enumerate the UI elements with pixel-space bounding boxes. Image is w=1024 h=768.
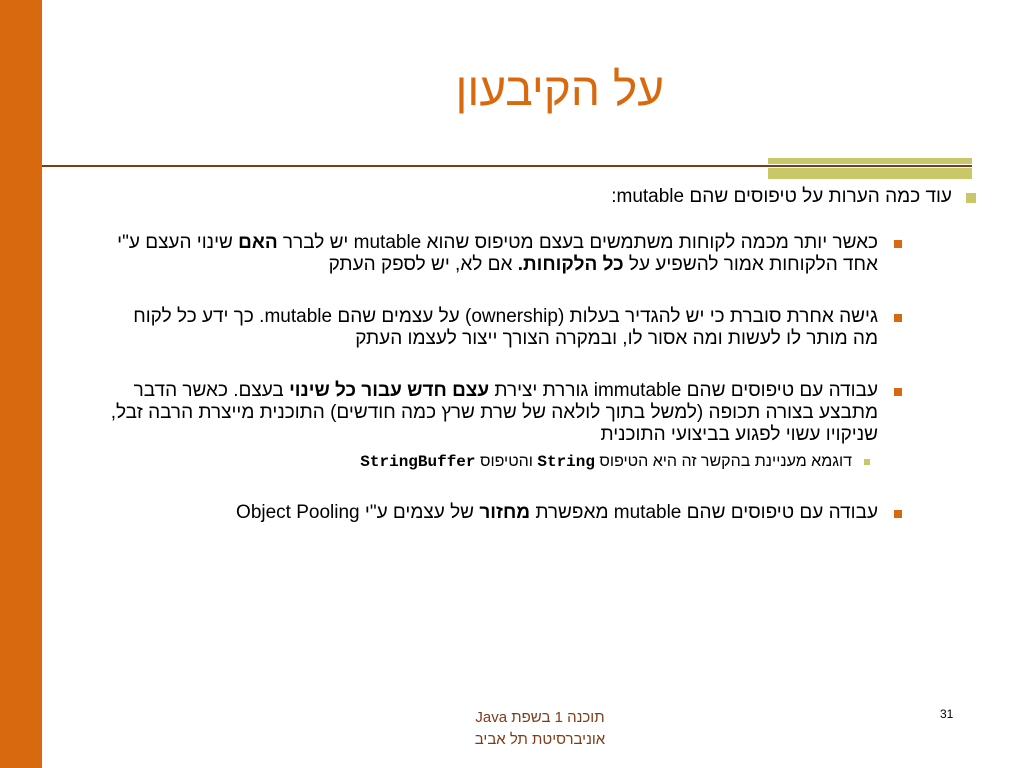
decorative-bar-bottom [768,168,972,179]
slide-footer [440,707,640,751]
footer-university: אוניברסיטת תל אביב [474,731,606,748]
square-bullet-icon [894,388,902,396]
title-divider [42,165,972,167]
slide-title: על הקיבעון [455,63,664,115]
bullet-text: גישה אחרת סוברת כי יש להגדיר בעלות (ownership) על עצמים שהם mutable. כך ידע כל לקוח מה מותר לו לעשות ומה אסור לו, ובמקרה הצורך ייצור לעצמו העתק [133,306,878,349]
left-accent-bar [0,0,42,768]
bullet-text: של עצמים ע"י Object Pooling [236,502,480,523]
bullet-immutable [110,380,878,446]
bullet-emphasis: מחזור [479,502,531,523]
bullet-emphasis: כל הלקוחות. [517,254,624,275]
bullet-object-pooling [110,502,878,524]
bullet-text: עבודה עם טיפוסים שהם immutable גוררת יצירת [489,380,878,401]
footer-course: תוכנה 1 בשפת Java [475,709,605,726]
intro-text: עוד כמה הערות על טיפוסים שהם mutable: [611,186,952,207]
square-bullet-icon [894,510,902,518]
bullet-text: בעצם. כאשר הדבר מתבצע בצורה תכופה (למשל בתוך לולאה של שרת שרץ כמה חודשים) התוכנית מייצרת הרבה זבל, שניקויו עשוי לפגוע בביצועי התוכנית [110,380,878,445]
code-string: String [537,453,595,471]
square-bullet-icon [966,193,976,203]
bullet-text: עבודה עם טיפוסים שהם mutable מאפשרת [530,502,878,523]
square-bullet-icon [894,240,902,248]
sub-bullet-string-example [132,452,852,472]
bullet-ownership [110,306,878,350]
bullet-emphasis: האם [238,232,278,253]
page-number: 31 [940,707,954,721]
bullet-emphasis: עצם חדש עבור כל שינוי [289,380,490,401]
bullet-text: אם לא, יש לספק העתק [328,254,518,275]
intro-bullet [122,186,952,208]
bullet-shared-clients [110,232,878,276]
square-bullet-icon [894,314,902,322]
bullet-text: כאשר יותר מכמה לקוחות משתמשים בעצם מטיפוס שהוא mutable יש לברר [277,232,878,253]
bullet-text: שינוי העצם ע"י אחד הלקוחות אמור להשפיע על [117,232,878,275]
sub-bullet-text: והטיפוס [475,453,538,470]
square-bullet-icon [864,459,870,465]
slide-body [110,180,962,524]
code-stringbuffer: StringBuffer [360,453,476,471]
sub-bullet-text: דוגמא מעניינת בהקשר זה היא הטיפוס [594,453,852,470]
decorative-bar-top [768,158,972,164]
